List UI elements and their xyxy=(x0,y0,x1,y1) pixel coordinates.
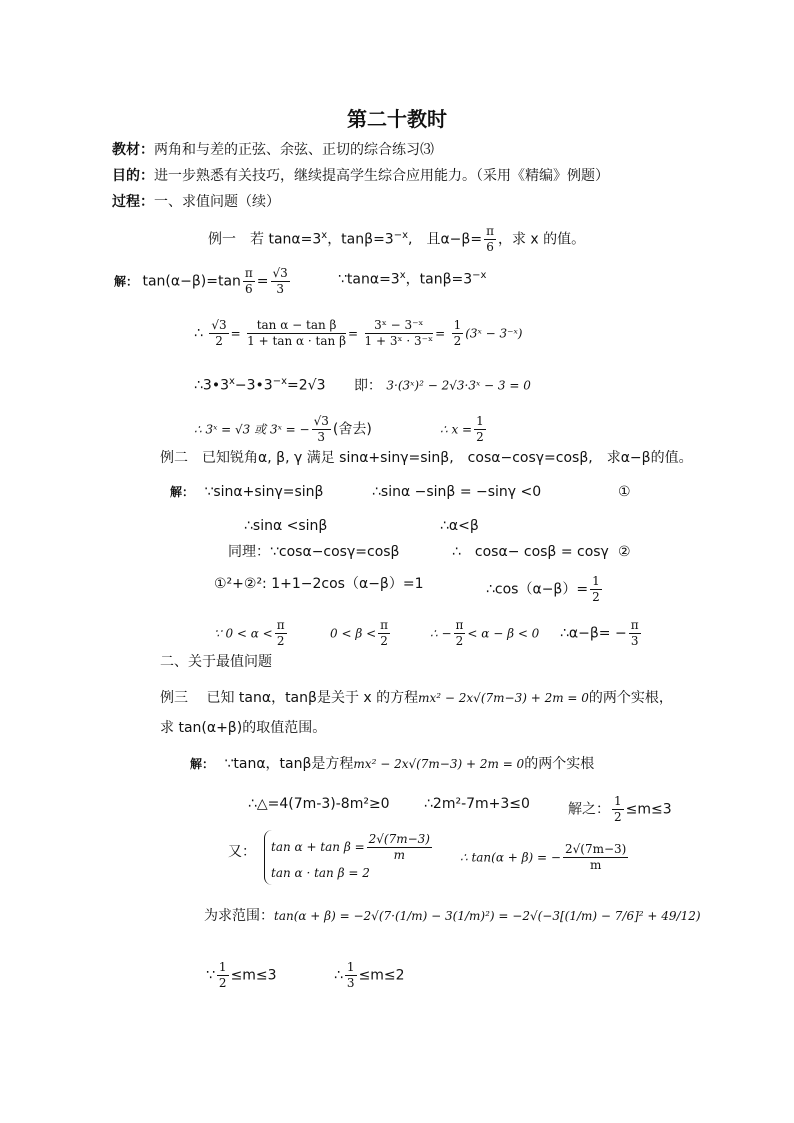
frac-tan: $\frac{\text{tan α − tan β}}{\text{1 + tan α · tan β}}$ xyxy=(247,318,347,348)
ex2-line1b: ∴sinα −sinβ = −sinγ <0 xyxy=(372,484,542,500)
ex3-sol3b: ∴ tan(α + β) = − $\frac{2√(7m-3)}{m}$ xyxy=(460,842,627,872)
example1-prompt xyxy=(208,224,585,255)
material-text: 两角和与差的正弦、余弦、正切的综合练习⑶ xyxy=(154,142,434,158)
ex3-sol5b: ∴ $\frac{1}{3}$ ≤m≤2 xyxy=(334,960,405,990)
ex1-solution-line3: $\therefore 3•3^x-3•3^{-x}=2√3$ 即： 3·(3ˣ)² − 2√3·3ˣ − 3 = 0 xyxy=(194,376,531,394)
material-label: 教材： xyxy=(112,142,154,158)
ex1-sup-x2: x xyxy=(399,270,406,281)
example2-prompt: 例二 已知锐角α, β, γ 满足 sinα+sinγ=sinβ, cosα−cosγ=cosβ, 求α−β的值。 xyxy=(160,450,693,466)
fraction-sqrt3-3: $\frac{√3}{3}$ xyxy=(272,266,288,296)
ex1-s1b: = xyxy=(256,273,269,290)
ex1-tail: (3ˣ − 3⁻ˣ) xyxy=(465,326,523,341)
ex1-sup-x: x xyxy=(321,229,328,241)
section2-heading: 二、关于最值问题 xyxy=(160,654,272,670)
ex1-given xyxy=(338,266,486,290)
frac-half: $\frac{1}{2}$ xyxy=(453,318,462,348)
ex1-text-b: ，tanβ=3 xyxy=(327,231,394,248)
ex2-line1: 解： ∵sinα+sinγ=sinβ xyxy=(170,484,324,500)
eq3: = xyxy=(435,326,446,341)
ex2-line5: ∵ 0 < α < $\frac{\pi}{2}$ xyxy=(214,618,285,648)
ex1-s1c: ∵tanα=3 xyxy=(338,271,400,288)
ex1-sup-negx2: −x xyxy=(472,270,487,281)
goal-text: 进一步熟悉有关技巧，继续提高学生综合应用能力。（采用《精编》例题） xyxy=(154,168,609,184)
goal-label: 目的： xyxy=(112,168,154,184)
fraction-pi-6b: $\frac{\pi}{6}$ xyxy=(244,266,253,296)
ex1-sup-negx: −x xyxy=(393,229,408,241)
ex1-solution-line4: ∴ 3ˣ = √3 或 3ˣ = − $\frac{√3}{3}$ (舍去) xyxy=(194,414,372,444)
ex2-result: ∴α−β= − $\frac{\pi}{3}$ xyxy=(560,618,639,648)
ex1-s1d: ，tanβ=3 xyxy=(405,271,473,288)
ex2-line2b: ∴α<β xyxy=(440,518,479,534)
ex3-sol2a: ∴△=4(7m-3)-8m²≥0 xyxy=(248,796,390,812)
ex2-line3a: 同理：∵cosα−cosγ=cosβ xyxy=(228,544,400,560)
system-of-equations: tan α + tan β = $\frac{2√(7m-3)}{m}$ tan α · tan β = 2 xyxy=(264,830,434,885)
frac-sqrt3-2: $\frac{√3}{2}$ xyxy=(211,318,227,348)
process-label: 过程： xyxy=(112,194,154,210)
ex2-line3b: ∴ cosα− cosβ = cosγ xyxy=(452,544,609,560)
circled-2: ② xyxy=(618,544,631,560)
ex1-text-d: ，求 x 的值。 xyxy=(497,231,586,248)
ex3-sol4: 为求范围：tan(α + β) = −2√(7·(1/m) − 3(1/m)²) = −2√(−3[(1/m) − 7/6]² + 49/12) xyxy=(204,908,701,924)
ex1-solution-line2 xyxy=(194,318,522,349)
ex1-text-c: , 且α−β= xyxy=(408,231,483,248)
ex2-line4b: ∴cos（α−β）= $\frac{1}{2}$ xyxy=(486,574,600,604)
frac-pow: $\frac{\text{3ˣ − 3⁻ˣ}}{\text{1 + 3ˣ · 3⁻ˣ}}$ xyxy=(364,318,434,348)
material-line xyxy=(112,140,434,160)
process-line xyxy=(112,192,280,212)
ex3-sol2b: ∴2m²-7m+3≤0 xyxy=(424,796,530,812)
therefore: ∴ xyxy=(194,325,203,342)
ex2-line4a: ①²+②²: 1+1−2cos（α−β）=1 xyxy=(214,576,424,592)
ex2-line5b: 0 < β < $\frac{\pi}{2}$ xyxy=(330,618,389,648)
solution-label: 解： xyxy=(114,274,139,289)
eq1: = xyxy=(230,326,241,341)
ex1-solution-line1 xyxy=(114,266,292,297)
ex3-sol2c: 解之： $\frac{1}{2}$ ≤m≤3 xyxy=(568,794,672,824)
ex3-sol5: ∵ $\frac{1}{2}$ ≤m≤3 xyxy=(206,960,277,990)
ex2-line5c: ∴ − $\frac{\pi}{2}$ < α − β < 0 xyxy=(430,618,540,648)
eq2: = xyxy=(348,326,359,341)
process-text: 一、求值问题（续） xyxy=(154,194,280,210)
ex3-sol1: 解： ∵tanα，tanβ是方程mx² − 2x√(7m−3) + 2m = 0的两个实根 xyxy=(190,756,595,772)
ex2-line2a: ∴sinα <sinβ xyxy=(244,518,328,534)
ex1-answer: ∴ x = $\frac{1}{2}$ xyxy=(440,414,484,444)
ex1-s1a: tan(α−β)=tan xyxy=(142,273,241,290)
goal-line xyxy=(112,166,609,186)
page-title: 第二十教时 xyxy=(347,107,447,131)
example3-prompt: 例三 已知 tanα，tanβ是关于 x 的方程mx² − 2x√(7m−3) + 2m = 0的两个实根， xyxy=(160,690,673,706)
fraction-pi-6: $\frac{\pi}{6}$ xyxy=(486,224,494,254)
circled-1: ① xyxy=(618,484,631,500)
ex1-text-a: 例一 若 tanα=3 xyxy=(208,231,322,248)
example3-prompt2: 求 tan(α+β)的取值范围。 xyxy=(160,720,327,736)
ex3-sol3-label: 又： xyxy=(228,844,256,860)
